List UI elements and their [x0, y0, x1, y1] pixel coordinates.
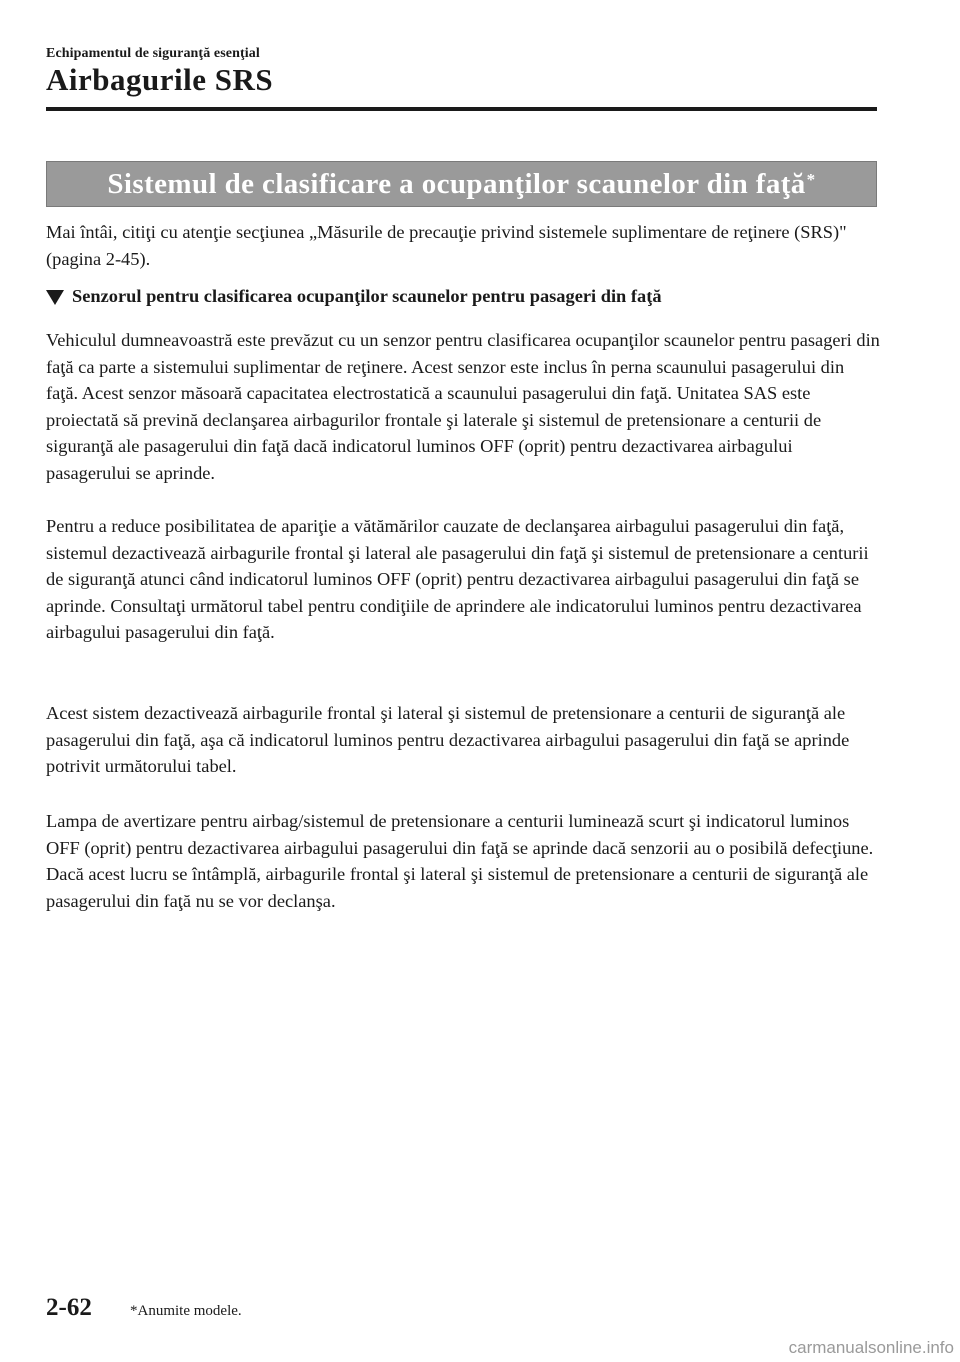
header-divider	[46, 107, 877, 111]
chapter-subtitle: Echipamentul de siguranţă esenţial	[46, 46, 260, 61]
paragraph-warning-lamp: Lampa de avertizare pentru airbag/sistemul de pretensionare a centurii luminează scurt şi indicatorul luminos OFF (oprit) pentru dezactivarea airbagului pasagerului din faţă se aprinde dacă senzorii au o posibilă defecţiune. Dacă acest lucru se întâmplă, airbagurile frontal şi lateral şi sistemul de pretensionare a centurii de siguranţă ale pasagerului din faţă nu se vor declanşa.	[46, 811, 874, 911]
footnote: *Anumite modele.	[130, 1303, 242, 1319]
paragraph-sensor: Vehiculul dumneavoastră este prevăzut cu un senzor pentru clasificarea ocupanţilor scaunelor pentru pasageri din faţă ca parte a sistemului suplimentar de reţinere. Acest senzor este inclus în perna scaunului pasagerului din faţă. Acest senzor măsoară capacitatea electrostatică a scaunului pasagerului din faţă. Unitatea SAS este proiectată să prevină declanşarea airbagurilor frontale şi laterale şi sistemul de pretensionare a centurii de siguranţă ale pasagerului din faţă dacă indicatorul luminos OFF (oprit) pentru dezactivarea airbagului pasagerului se aprinde.	[46, 330, 880, 483]
subheading	[46, 286, 880, 307]
intro-paragraph: Mai întâi, citiţi cu atenţie secţiunea „Măsurile de precauţie privind sistemele suplimentare de reţinere (SRS)" (pagina 2-45).	[46, 222, 847, 269]
section-title: Sistemul de clasificare a ocupanţilor scaunelor din faţă	[107, 167, 806, 200]
paragraph-reduce-injury: Pentru a reduce posibilitatea de apariţie a vătămărilor cauzate de declanşarea airbagului pasagerului din faţă, sistemul dezactivează airbagurile frontal şi lateral ale pasagerului din faţă şi sistemul de pretensionare a centurii de siguranţă atunci când indicatorul luminos OFF (oprit) pentru dezactivarea airbagului pasagerului din faţă se aprinde. Consultaţi următorul tabel pentru condiţiile de aprindere ale indicatorului luminos pentru dezactivarea airbagului pasagerului din faţă.	[46, 516, 869, 642]
page-number: 2-62	[46, 1294, 92, 1321]
subheading-text: Senzorul pentru clasificarea ocupanţilor scaunelor pentru pasageri din faţă	[72, 286, 662, 306]
watermark: carmanualsonline.info	[788, 1338, 954, 1357]
section-title-marker: *	[806, 170, 816, 189]
triangle-down-icon	[46, 290, 64, 305]
paragraph-system: Acest sistem dezactivează airbagurile frontal şi lateral şi sistemul de pretensionare a centurii de siguranţă ale pasagerului din faţă, aşa că indicatorul luminos pentru dezactivarea airbagului pasagerului din faţă se aprinde potrivit următorului tabel.	[46, 703, 850, 776]
section-title-banner	[46, 161, 877, 207]
chapter-title: Airbagurile SRS	[46, 62, 274, 97]
